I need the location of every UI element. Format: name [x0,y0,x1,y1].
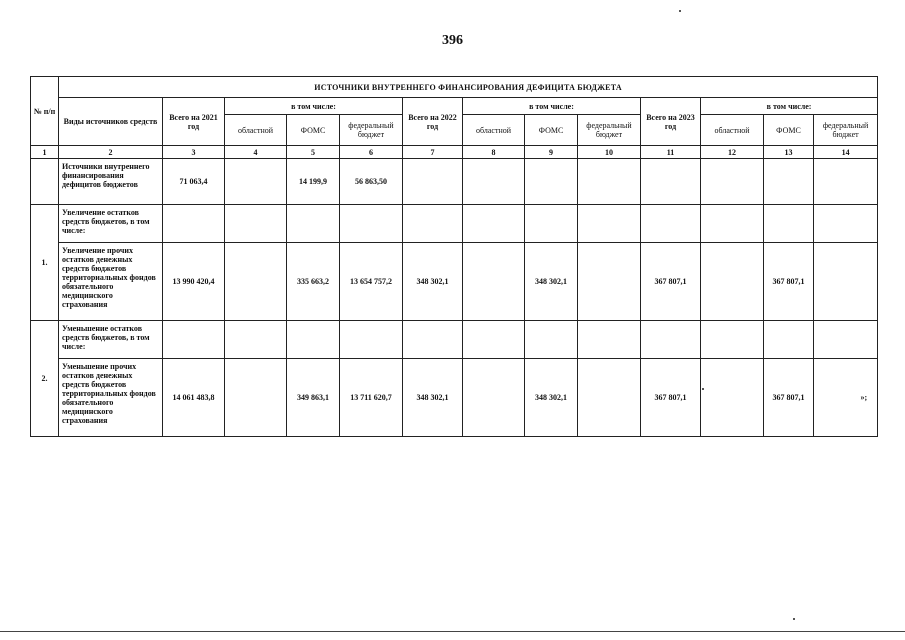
column-number: 9 [525,146,578,159]
value-cell [463,243,525,321]
value-cell: 349 863,1 [287,359,340,437]
table-row [31,243,878,321]
value-cell: 367 807,1 [641,359,701,437]
value-cell: 367 807,1 [764,359,814,437]
value-cell: 367 807,1 [764,243,814,321]
header-including-2023: в том числе: [701,98,878,115]
row-label: Увеличение остатков средств бюджетов, в том числе: [59,205,163,243]
value-cell [225,159,287,205]
value-cell [525,159,578,205]
column-number: 1 [31,146,59,159]
value-cell [225,243,287,321]
value-cell: 348 302,1 [525,359,578,437]
value-cell [403,205,463,243]
header-total-2021: Всего на 2021 год [163,98,225,146]
value-cell [463,159,525,205]
value-cell [701,205,764,243]
value-cell [163,321,225,359]
row-label: Уменьшение прочих остатков денежных средств бюджетов территориальных фондов обязательного медицинского страхования [59,359,163,437]
header-foms-2022: ФОМС [525,115,578,146]
value-cell [814,159,878,205]
value-cell [764,321,814,359]
value-cell [225,205,287,243]
value-cell [578,205,641,243]
value-cell: 13 654 757,2 [340,243,403,321]
column-number: 4 [225,146,287,159]
value-cell [764,205,814,243]
value-cell: 14 199,9 [287,159,340,205]
value-cell [463,359,525,437]
header-federal-2022: федеральный бюджет [578,115,641,146]
column-number: 5 [287,146,340,159]
value-cell: 335 663,2 [287,243,340,321]
value-cell [225,321,287,359]
value-cell: 13 711 620,7 [340,359,403,437]
column-number: 7 [403,146,463,159]
value-cell [701,359,764,437]
value-cell: 348 302,1 [403,243,463,321]
value-cell [641,321,701,359]
closing-quote-mark: »; [814,359,878,437]
value-cell [578,321,641,359]
table-row [31,205,878,243]
row-number [31,159,59,205]
column-number: 3 [163,146,225,159]
header-total-2023: Всего на 2023 год [641,98,701,146]
value-cell [163,205,225,243]
value-cell [287,321,340,359]
header-source-types: Виды источников средств [59,98,163,146]
column-number-row [31,146,878,159]
value-cell: 348 302,1 [403,359,463,437]
value-cell: 14 061 483,8 [163,359,225,437]
value-cell [287,205,340,243]
header-regional-2021: областной [225,115,287,146]
value-cell [764,159,814,205]
scan-speck [679,10,681,12]
column-number: 8 [463,146,525,159]
value-cell [225,359,287,437]
value-cell: 71 063,4 [163,159,225,205]
value-cell [641,205,701,243]
value-cell [340,205,403,243]
value-cell [701,243,764,321]
value-cell [814,243,878,321]
value-cell: 56 863,50 [340,159,403,205]
column-number: 2 [59,146,163,159]
value-cell [525,205,578,243]
scan-edge-line [0,631,905,632]
value-cell: 348 302,1 [525,243,578,321]
header-including-2021: в том числе: [225,98,403,115]
value-cell [814,205,878,243]
page-number: 396 [442,33,463,48]
value-cell: 13 990 420,4 [163,243,225,321]
table-row [31,321,878,359]
value-cell [403,321,463,359]
value-cell [701,321,764,359]
column-number: 14 [814,146,878,159]
header-federal-2023: федеральный бюджет [814,115,878,146]
value-cell [340,321,403,359]
value-cell: 367 807,1 [641,243,701,321]
column-number: 12 [701,146,764,159]
value-cell [463,321,525,359]
column-number: 10 [578,146,641,159]
table-row [31,159,878,205]
header-regional-2023: областной [701,115,764,146]
column-number: 6 [340,146,403,159]
table-title: ИСТОЧНИКИ ВНУТРЕННЕГО ФИНАНСИРОВАНИЯ ДЕФИЦИТА БЮДЖЕТА [59,77,878,98]
row-label: Увеличение прочих остатков денежных средств бюджетов территориальных фондов обязательного медицинского страхования [59,243,163,321]
value-cell [641,159,701,205]
row-label: Источники внутреннего финансирования дефицитов бюджетов [59,159,163,205]
value-cell [525,321,578,359]
header-federal-2021: федеральный бюджет [340,115,403,146]
budget-table [30,76,878,437]
header-foms-2021: ФОМС [287,115,340,146]
column-number: 11 [641,146,701,159]
header-regional-2022: областной [463,115,525,146]
value-cell [403,159,463,205]
value-cell [578,159,641,205]
header-nn: № п/п [31,77,59,146]
scan-speck [702,388,704,390]
row-number: 2. [31,321,59,437]
value-cell [578,243,641,321]
table-row [31,359,878,437]
value-cell [701,159,764,205]
value-cell [814,321,878,359]
row-label: Уменьшение остатков средств бюджетов, в том числе: [59,321,163,359]
value-cell [463,205,525,243]
row-number: 1. [31,205,59,321]
header-foms-2023: ФОМС [764,115,814,146]
value-cell [578,359,641,437]
header-including-2022: в том числе: [463,98,641,115]
scan-speck [793,618,795,620]
column-number: 13 [764,146,814,159]
header-total-2022: Всего на 2022 год [403,98,463,146]
